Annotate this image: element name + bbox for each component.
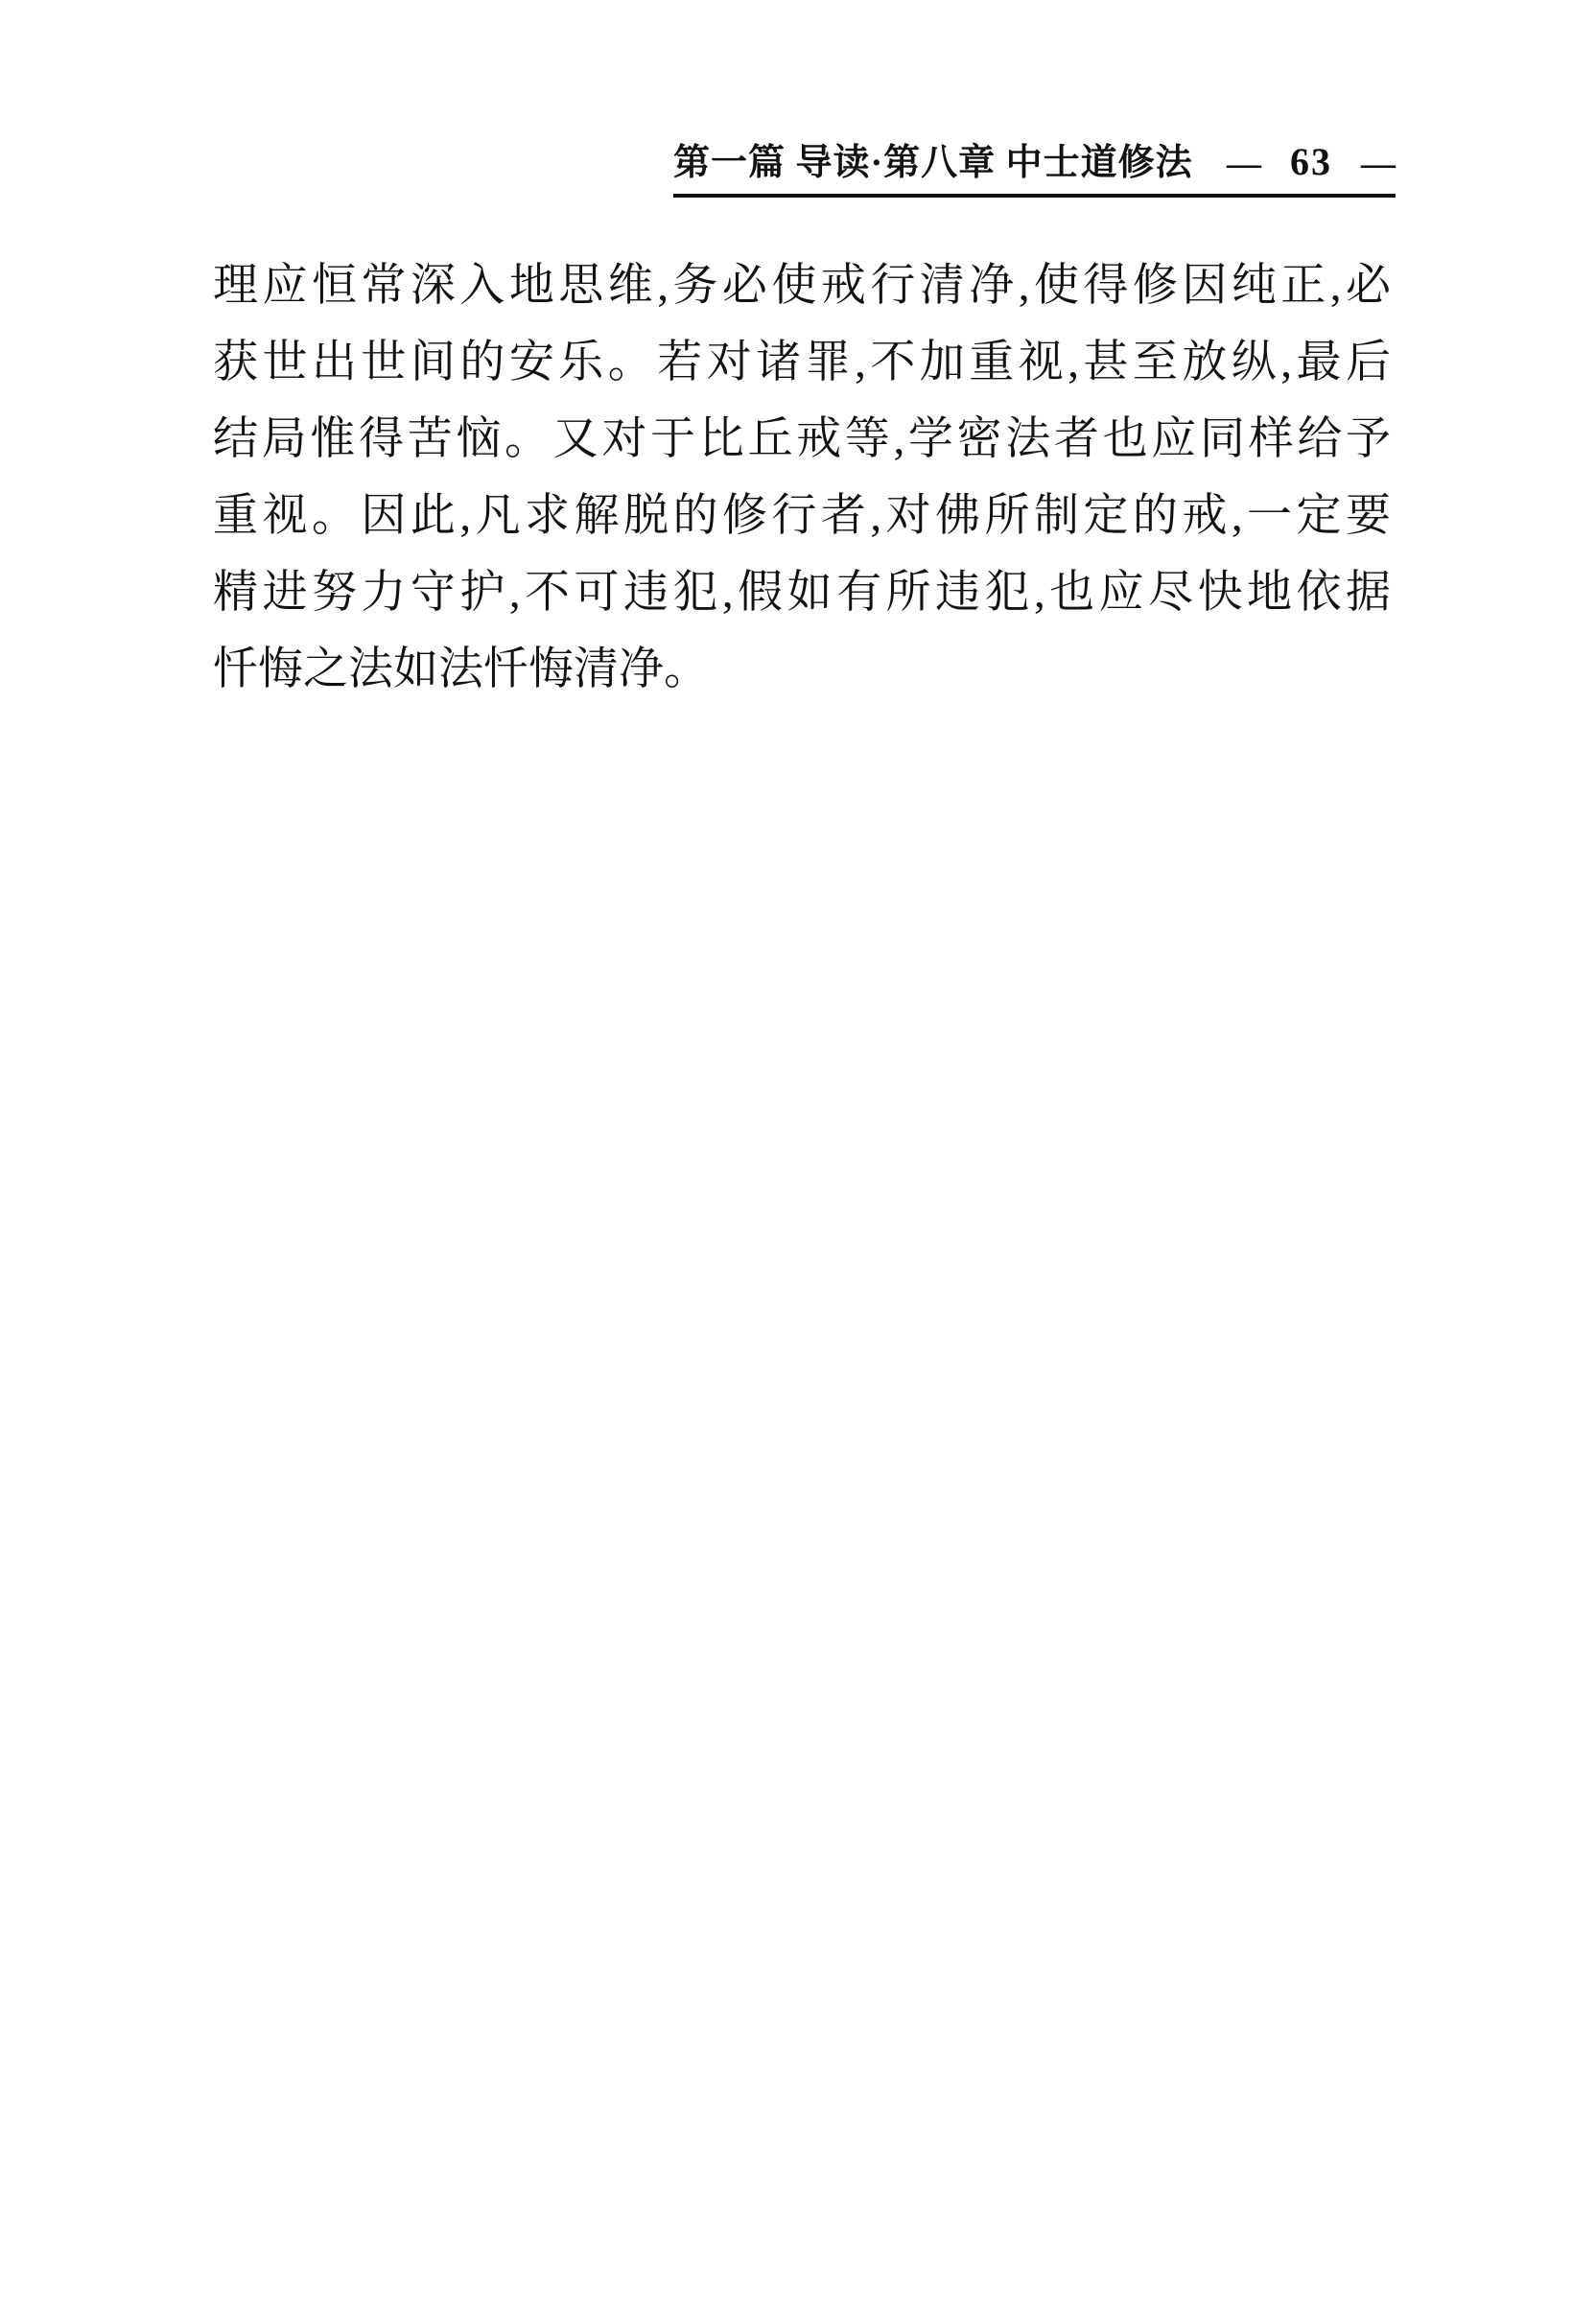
text-line: 精进努力守护,不可违犯,假如有所违犯,也应尽快地依据 — [213, 568, 1391, 618]
header-chapter-title: 第一篇 导读·第八章 中士道修法 — [673, 143, 1193, 183]
text-line: 重视。因此,凡求解脱的修行者,对佛所制定的戒,一定要 — [213, 491, 1391, 541]
page-number: 63 — [1290, 140, 1332, 183]
text-line: 理应恒常深入地思维,务必使戒行清净,使得修因纯正,必 — [213, 261, 1391, 311]
running-header — [673, 138, 1396, 187]
header-dash-left: — — [1227, 144, 1261, 182]
text-line: 获世出世间的安乐。若对诸罪,不加重视,甚至放纵,最后 — [213, 338, 1391, 387]
body-paragraph — [213, 247, 1391, 708]
text-line: 忏悔之法如法忏悔清净。 — [213, 645, 709, 694]
header-page-number-group — [1227, 138, 1396, 187]
header-rule — [673, 194, 1396, 198]
text-line: 结局惟得苦恼。又对于比丘戒等,学密法者也应同样给予 — [213, 414, 1391, 464]
header-dash-right: — — [1361, 144, 1396, 182]
